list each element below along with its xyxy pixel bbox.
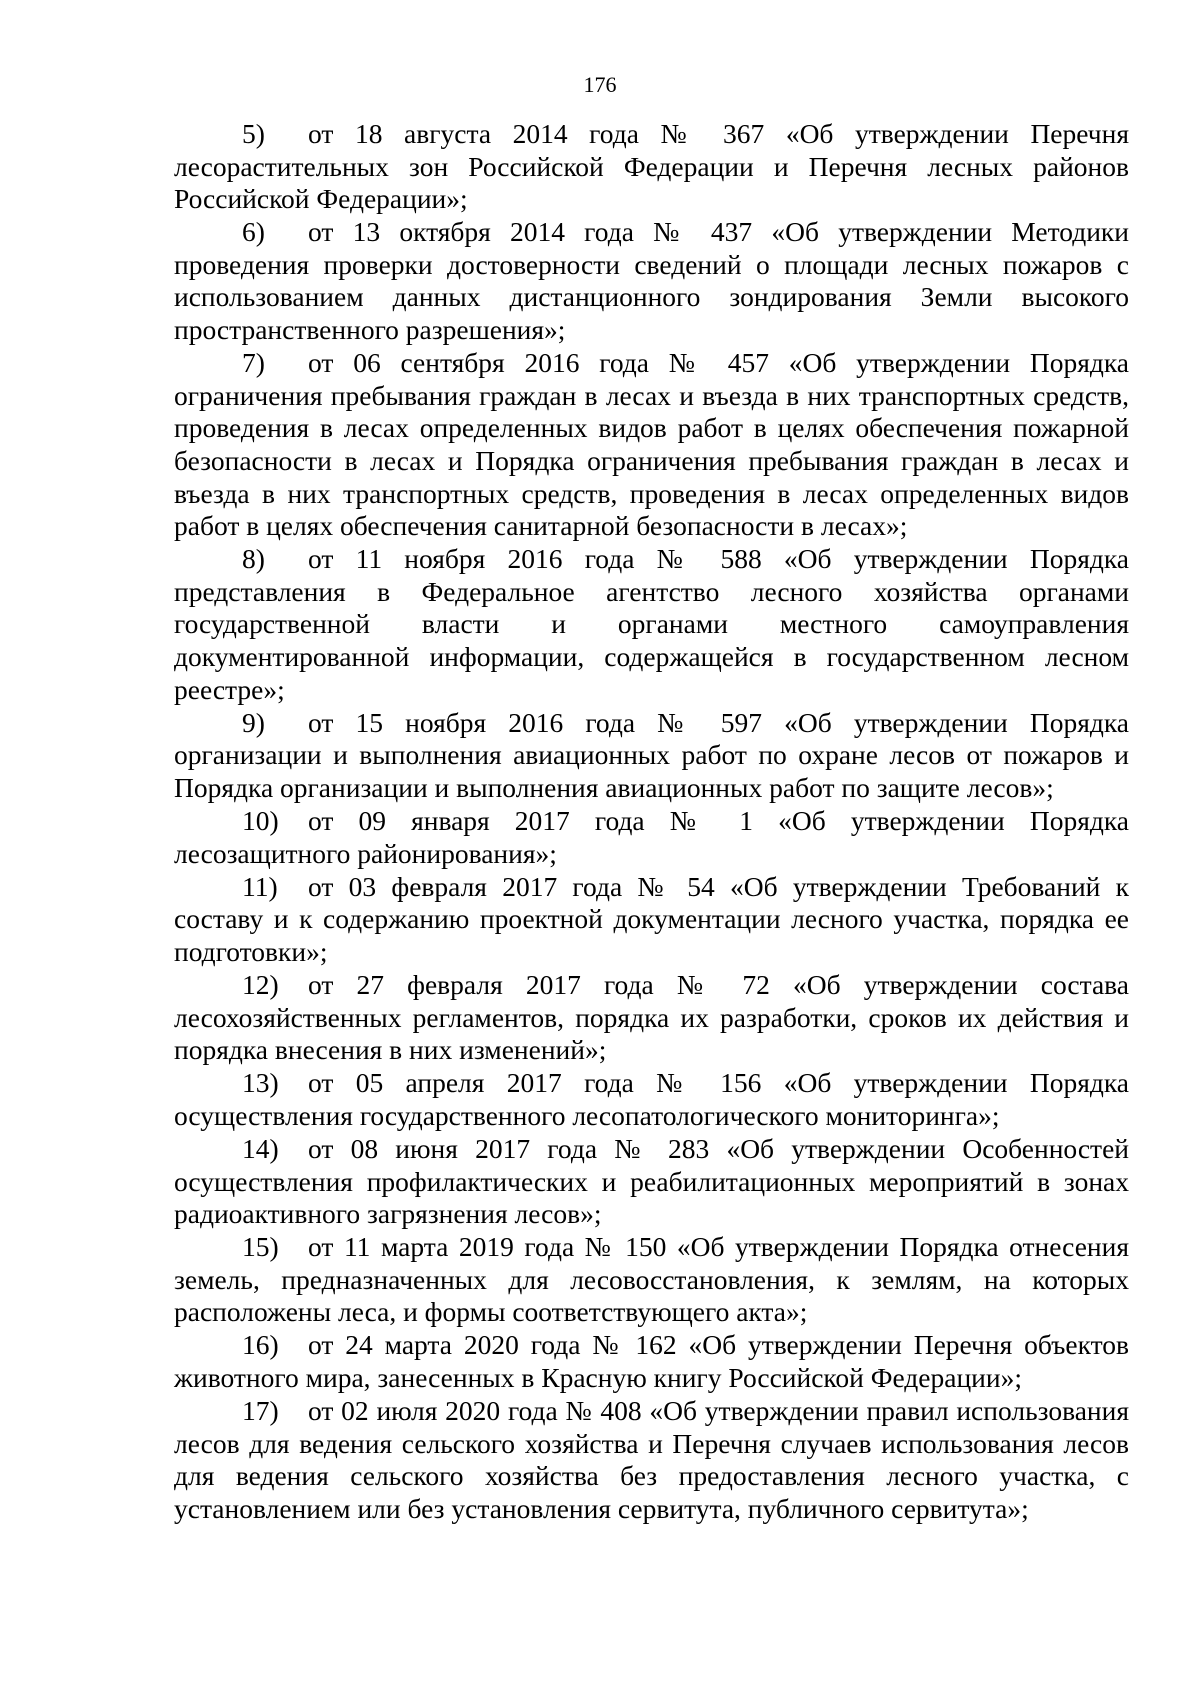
item-number: 11) xyxy=(242,870,278,902)
item-text: от 18 августа 2014 года № 367 «Об утверждении Перечня лесорастительных зон Российской Федерации и Перечня лесных районов Российской Федерации»; xyxy=(174,118,1129,215)
item-number: 14) xyxy=(242,1132,279,1164)
item-number: 7) xyxy=(242,347,265,379)
list-item xyxy=(174,1231,1129,1329)
item-text: от 08 июня 2017 года № 283 «Об утверждении Особенностей осуществления профилактических и реабилитационных мероприятий в зонах радиоактивного загрязнения лесов»; xyxy=(174,1132,1129,1230)
item-number: 5) xyxy=(242,118,265,149)
item-text: от 11 марта 2019 года № 150 «Об утверждении Порядка отнесения земель, предназначенных для лесовосстановления, к землям, на которых расположены леса, и формы соответствующего акта»; xyxy=(174,1231,1129,1328)
item-number: 13) xyxy=(242,1067,279,1099)
item-text: от 02 июля 2020 года № 408 «Об утверждении правил использования лесов для ведения сельского хозяйства и Перечня случаев использования лесов для ведения сельского хозяйства без предоставления лесного участка, с установлением или без установления сервитута, публичного сервитута»; xyxy=(174,1395,1129,1524)
item-number: 17) xyxy=(242,1395,279,1427)
item-number: 8) xyxy=(242,543,265,575)
item-text: от 03 февраля 2017 года № 54 «Об утверждении Требований к составу и к содержанию проектной документации лесного участка, порядка ее подготовки»; xyxy=(174,870,1129,967)
list-item xyxy=(174,1395,1129,1525)
item-text: от 27 февраля 2017 года № 72 «Об утверждении состава лесохозяйственных регламентов, порядка их разработки, сроков их действия и порядка внесения в них изменений»; xyxy=(174,968,1129,1066)
item-number: 12) xyxy=(242,968,279,1000)
document-body xyxy=(174,118,1129,1526)
item-number: 9) xyxy=(242,706,265,738)
list-item xyxy=(174,805,1129,870)
list-item xyxy=(174,216,1129,346)
list-item xyxy=(174,707,1129,805)
page-number: 176 xyxy=(583,72,617,97)
list-item xyxy=(174,969,1129,1067)
item-text: от 11 ноября 2016 года № 588 «Об утверждении Порядка представления в Федеральное агентство лесного хозяйства органами государственной власти и органами местного самоуправления документированной информации, содержащейся в государственном лесном реестре»; xyxy=(174,543,1129,705)
item-text: от 06 сентября 2016 года № 457 «Об утверждении Порядка ограничения пребывания граждан в лесах и въезда в них транспортных средств, проведения в лесах определенных видов работ в целях обеспечения пожарной безопасности в лесах и Порядка ограничения пребывания граждан в лесах и въезда в них транспортных средств, проведения в лесах определенных видов работ в целях обеспечения санитарной безопасности в лесах»; xyxy=(174,347,1129,542)
list-item xyxy=(174,871,1129,969)
item-number: 16) xyxy=(242,1329,279,1361)
item-number: 15) xyxy=(242,1231,279,1263)
list-item xyxy=(174,1133,1129,1231)
list-item xyxy=(174,347,1129,543)
list-item xyxy=(174,1067,1129,1132)
item-text: от 05 апреля 2017 года № 156 «Об утверждении Порядка осуществления государственного лесопатологического мониторинга»; xyxy=(174,1067,1129,1131)
list-item xyxy=(174,1329,1129,1394)
item-number: 6) xyxy=(242,216,265,248)
list-item xyxy=(174,118,1129,216)
item-text: от 24 марта 2020 года № 162 «Об утверждении Перечня объектов животного мира, занесенных в Красную книгу Российской Федерации»; xyxy=(174,1329,1129,1394)
item-number: 10) xyxy=(242,804,279,836)
list-item xyxy=(174,543,1129,706)
item-text: от 13 октября 2014 года № 437 «Об утверждении Методики проведения проверки достоверности сведений о площади лесных пожаров с использованием данных дистанционного зондирования Земли высокого пространственного разрешения»; xyxy=(174,216,1129,346)
item-text: от 15 ноября 2016 года № 597 «Об утверждении Порядка организации и выполнения авиационных работ по охране лесов от пожаров и Порядка организации и выполнения авиационных работ по защите лесов»; xyxy=(174,706,1129,803)
item-text: от 09 января 2017 года № 1 «Об утверждении Порядка лесозащитного районирования»; xyxy=(174,804,1129,869)
